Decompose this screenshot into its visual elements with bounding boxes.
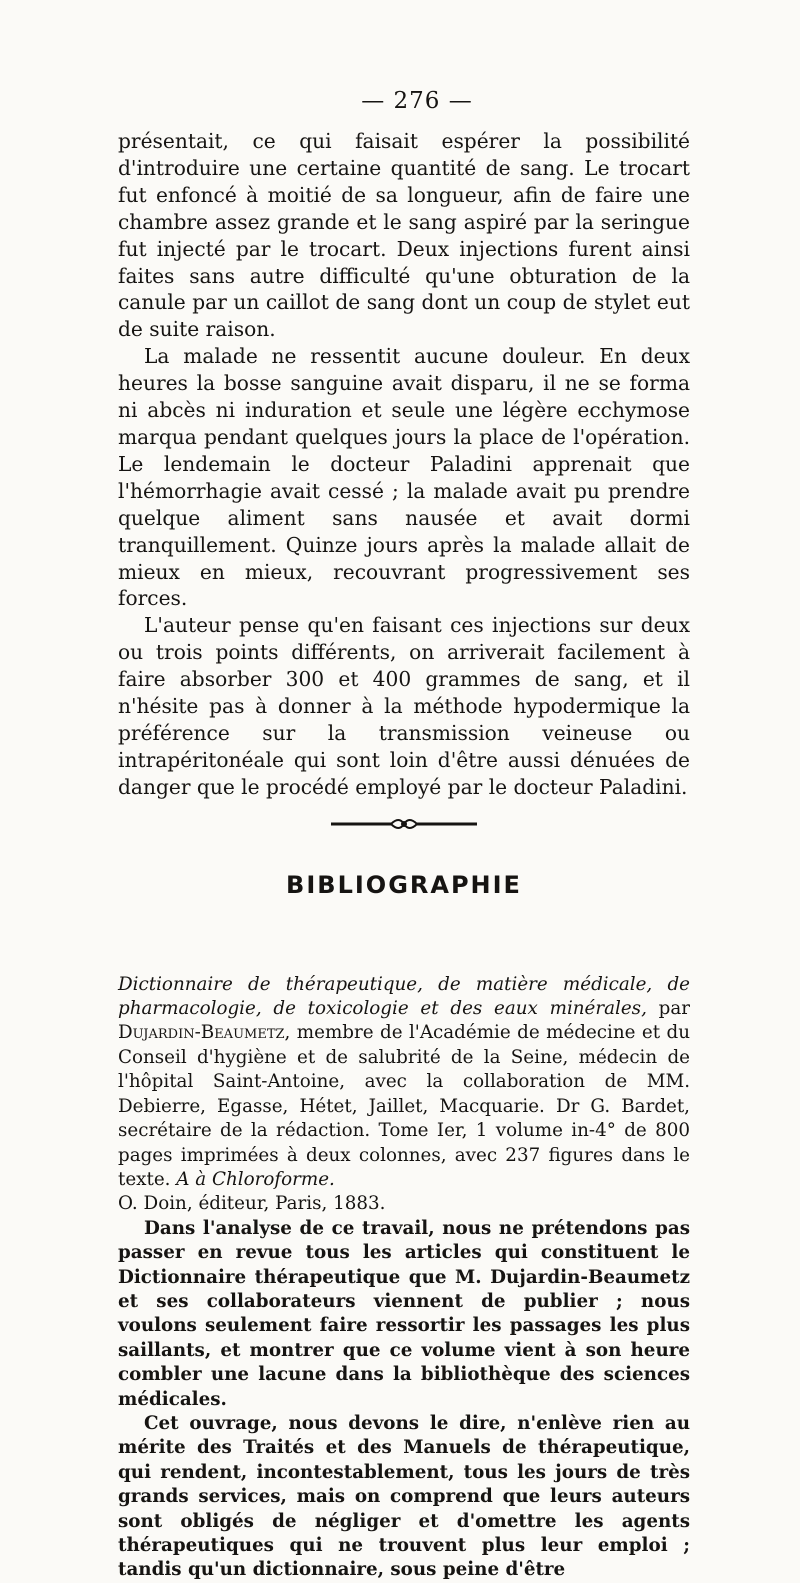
review-paragraph-1: Dans l'analyse de ce travail, nous ne prétendons pas passer en revue tous les articles qui constituent le Dictionnaire thérapeutique que M. Dujardin-Beaumetz et ses collaborateurs viennent de publier ; nous voulons seulement faire ressortir les passages les plus saillants, et montrer que ce volume vient à son heure combler une lacune dans la bibliothèque des sciences médicales.	[118, 1217, 690, 1410]
publisher-line: O. Doin, éditeur, Paris, 1883.	[118, 1193, 386, 1215]
bibliography-entry	[118, 973, 690, 1193]
book-author: Dujardin-Beaumetz	[118, 1022, 285, 1044]
book-details: , membre de l'Académie de médecine et du Conseil d'hygiène et de salubrité de la Seine, médecin de l'hôpital Saint-Antoine, avec la collaboration de MM. Debierre, Egasse, Hétet, Jaillet, Macquarie. Dr G. Bardet, secrétaire de la rédaction. Tome Ier, 1 volume in-4° de 800 pages imprimées à deux colonnes, avec 237 figures dans le texte.	[118, 1022, 690, 1190]
review-paragraph-2: Cet ouvrage, nous devons le dire, n'enlève rien au mérite des Traités et des Manuels de thérapeutique, qui rendent, incontestablement, tous les jours de très grands services, mais on comprend que leurs auteurs sont obligés de négliger et d'omettre les agents thérapeutiques qui ne trouvent plus leur emploi ; tandis qu'un dictionnaire, sous peine d'être	[118, 1412, 690, 1581]
volume-range: A à Chloroforme.	[176, 1168, 335, 1190]
page-number: — 276 —	[361, 88, 473, 114]
ornament-divider-icon	[329, 813, 479, 835]
by-word: par	[646, 998, 690, 1020]
article-paragraph-1: présentait, ce qui faisait espérer la possibilité d'introduire une certaine quantité de sang. Le trocart fut enfoncé à moitié de sa longueur, afin de faire une chambre assez grande et le sang aspiré par la seringue fut injecté par le trocart. Deux injections furent ainsi faites sans autre difficulté qu'une obturation de la canule par un caillot de sang dont un coup de stylet eut de suite raison.	[118, 129, 690, 342]
page-body	[118, 88, 690, 1583]
book-title: Dictionnaire de thérapeutique, de matière médicale, de pharmacologie, de toxicologie et des eaux minérales,	[118, 973, 690, 1020]
article-paragraph-2: La malade ne ressentit aucune douleur. En deux heures la bosse sanguine avait disparu, il ne se forma ni abcès ni induration et seule une légère ecchymose marqua pendant quelques jours la place de l'opération. Le lendemain le docteur Paladini apprenait que l'hémorrhagie avait cessé ; la malade avait pu prendre quelque aliment sans nausée et avait dormi tranquillement. Quinze jours après la malade allait de mieux en mieux, recouvrant progressivement ses forces.	[118, 344, 690, 611]
article-paragraph-3: L'auteur pense qu'en faisant ces injections sur deux ou trois points différents, on arriverait facilement à faire absorber 300 et 400 grammes de sang, et il n'hésite pas à donner à la méthode hypodermique la préférence sur la transmission veineuse ou intrapéritonéale qui sont loin d'être aussi dénuées de danger que le procédé employé par le docteur Paladini.	[118, 613, 690, 799]
section-heading: BIBLIOGRAPHIE	[286, 870, 522, 899]
